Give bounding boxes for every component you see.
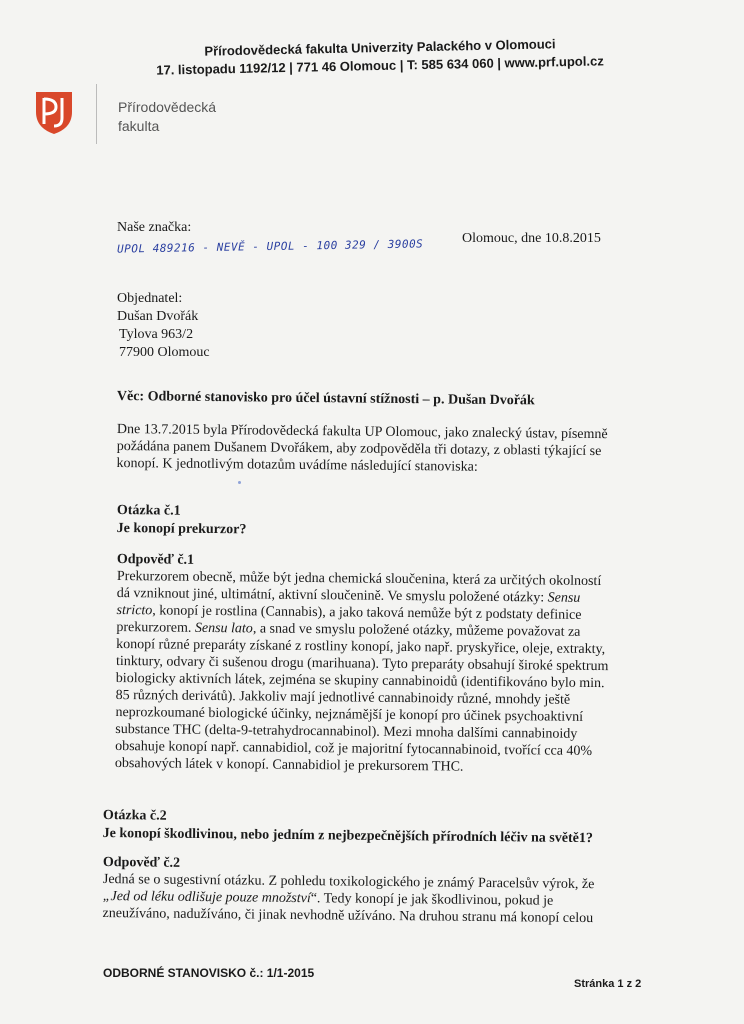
intro-line: konopí. K jednotlivým dotazům uvádíme následující stanoviska: xyxy=(116,455,478,475)
footer-page-number: Stránka 1 z 2 xyxy=(574,978,642,990)
faculty-name-line2: fakulta xyxy=(118,118,160,134)
answer-text: dá vzniknout jiné, ultimátní, aktivní sloučenině. Ve smyslu položené otázky: xyxy=(116,585,548,606)
answer-text: prekurzorem. xyxy=(116,619,195,636)
answer-text: “. Tedy konopí je jak škodlivinou, pokud je xyxy=(310,891,554,909)
answer-2-text xyxy=(102,871,643,928)
client-address xyxy=(117,290,210,362)
question-2 xyxy=(103,807,663,849)
question-2-label: Otázka č.2 xyxy=(102,807,167,824)
answer-line: neprozkoumané biologické účinky, nejznámější je konopí pro účinek psychoaktivní xyxy=(115,704,584,725)
footer-document-id: ODBORNÉ STANOVISKO č.: 1/1-2015 xyxy=(103,966,315,980)
answer-line: obsahuje konopí např. cannabidiol, což je majoritní fytocannabinoid, tvořící cca 40% xyxy=(115,738,593,759)
client-label: Objednatel: xyxy=(117,291,183,306)
answer-italic: stricto xyxy=(116,602,153,619)
answer-line: konopí různé preparáty získané z rostliny konopí, jako např. pryskyřice, oleje, extrakty, xyxy=(116,636,606,658)
question-1-text: Je konopí prekurzor? xyxy=(116,520,247,538)
intro-paragraph xyxy=(116,421,627,477)
answer-1-label: Odpověď č.1 xyxy=(116,551,195,568)
question-1-label: Otázka č.1 xyxy=(116,502,181,519)
answer-quote: „Jed od léku odlišuje pouze množství xyxy=(102,888,311,907)
answer-line: substance THC (delta-9-tetrahydrocannabinol). Mezi mnoha dalšími cannabinoidy xyxy=(115,721,578,742)
answer-line: obsahových látek v konopí. Cannabidiol je prekursorem THC. xyxy=(114,755,464,775)
answer-1-text xyxy=(115,568,607,777)
logo-divider xyxy=(96,84,97,144)
answer-line: zneužíváno, nadužíváno, či jinak nevhodně užíváno. Na druhou stranu má konopí celou xyxy=(102,905,594,927)
reference-label: Naše značka: xyxy=(117,220,192,235)
answer-line: tinktury, odvary či sušenou drogu (marihuana). Tyto preparáty obsahují široké spektrum xyxy=(115,653,609,675)
university-logo-icon xyxy=(32,88,76,136)
answer-2-label: Odpověď č.2 xyxy=(102,854,181,871)
answer-text: , a snad ve smyslu položené otázky, můžeme považovat za xyxy=(252,621,581,640)
answer-italic: Sensu lato xyxy=(194,620,253,637)
client-street: Tylova 963/2 xyxy=(119,327,194,342)
subject-line: Věc: Odborné stanovisko pro účel ústavní stížnosti – p. Dušan Dvořák xyxy=(116,388,535,409)
header-institution: Přírodovědecká fakulta Univerzity Palackého v Olomouci xyxy=(204,36,556,59)
answer-line: biologicky aktivních látek, zejména se skupiny cannabinoidů (identifikováno bylo min. xyxy=(115,670,605,692)
answer-text: , konopí je rostlina (Cannabis), a jako taková nemůže být z podstaty definice xyxy=(152,603,582,623)
answer-italic: Sensu xyxy=(547,590,581,606)
answer-line: Jedná se o sugestivní otázku. Z pohledu toxikologického je známý Paracelsův výrok, že xyxy=(102,871,595,893)
client-name: Dušan Dvořák xyxy=(117,309,199,324)
header-address: 17. listopadu 1192/12 | 771 46 Olomouc | T: 585 634 060 | www.prf.upol.cz xyxy=(156,53,604,78)
faculty-name-line1: Přírodovědecká xyxy=(118,99,217,115)
answer-line: Prekurzorem obecně, může být jedna chemická sloučenina, která za určitých okolností xyxy=(116,568,602,590)
question-1 xyxy=(117,502,247,539)
question-2-text: Je konopí škodlivinou, nebo jedním z nejbezpečnějších přírodních léčiv na světě1? xyxy=(102,825,593,847)
client-city: 77900 Olomouc xyxy=(119,345,210,360)
answer-line: 85 různých derivátů). Jakkoliv mají jednotlivé cannabinoidy různé, mnohdy ještě xyxy=(115,687,571,708)
intro-line: požádána panem Dušanem Dvořákem, aby zodpověděla tři dotazy, z oblasti týkající se xyxy=(116,438,602,460)
intro-line: Dne 13.7.2015 byla Přírodovědecká fakulta UP Olomouc, jako znalecký ústav, písemně xyxy=(116,421,608,443)
place-date: Olomouc, dne 10.8.2015 xyxy=(462,231,601,246)
ink-dot xyxy=(238,481,241,484)
faculty-name xyxy=(118,98,216,136)
reference-number: UPOL 489216 - NEVĚ - UPOL - 100 329 / 3900S xyxy=(116,237,424,256)
